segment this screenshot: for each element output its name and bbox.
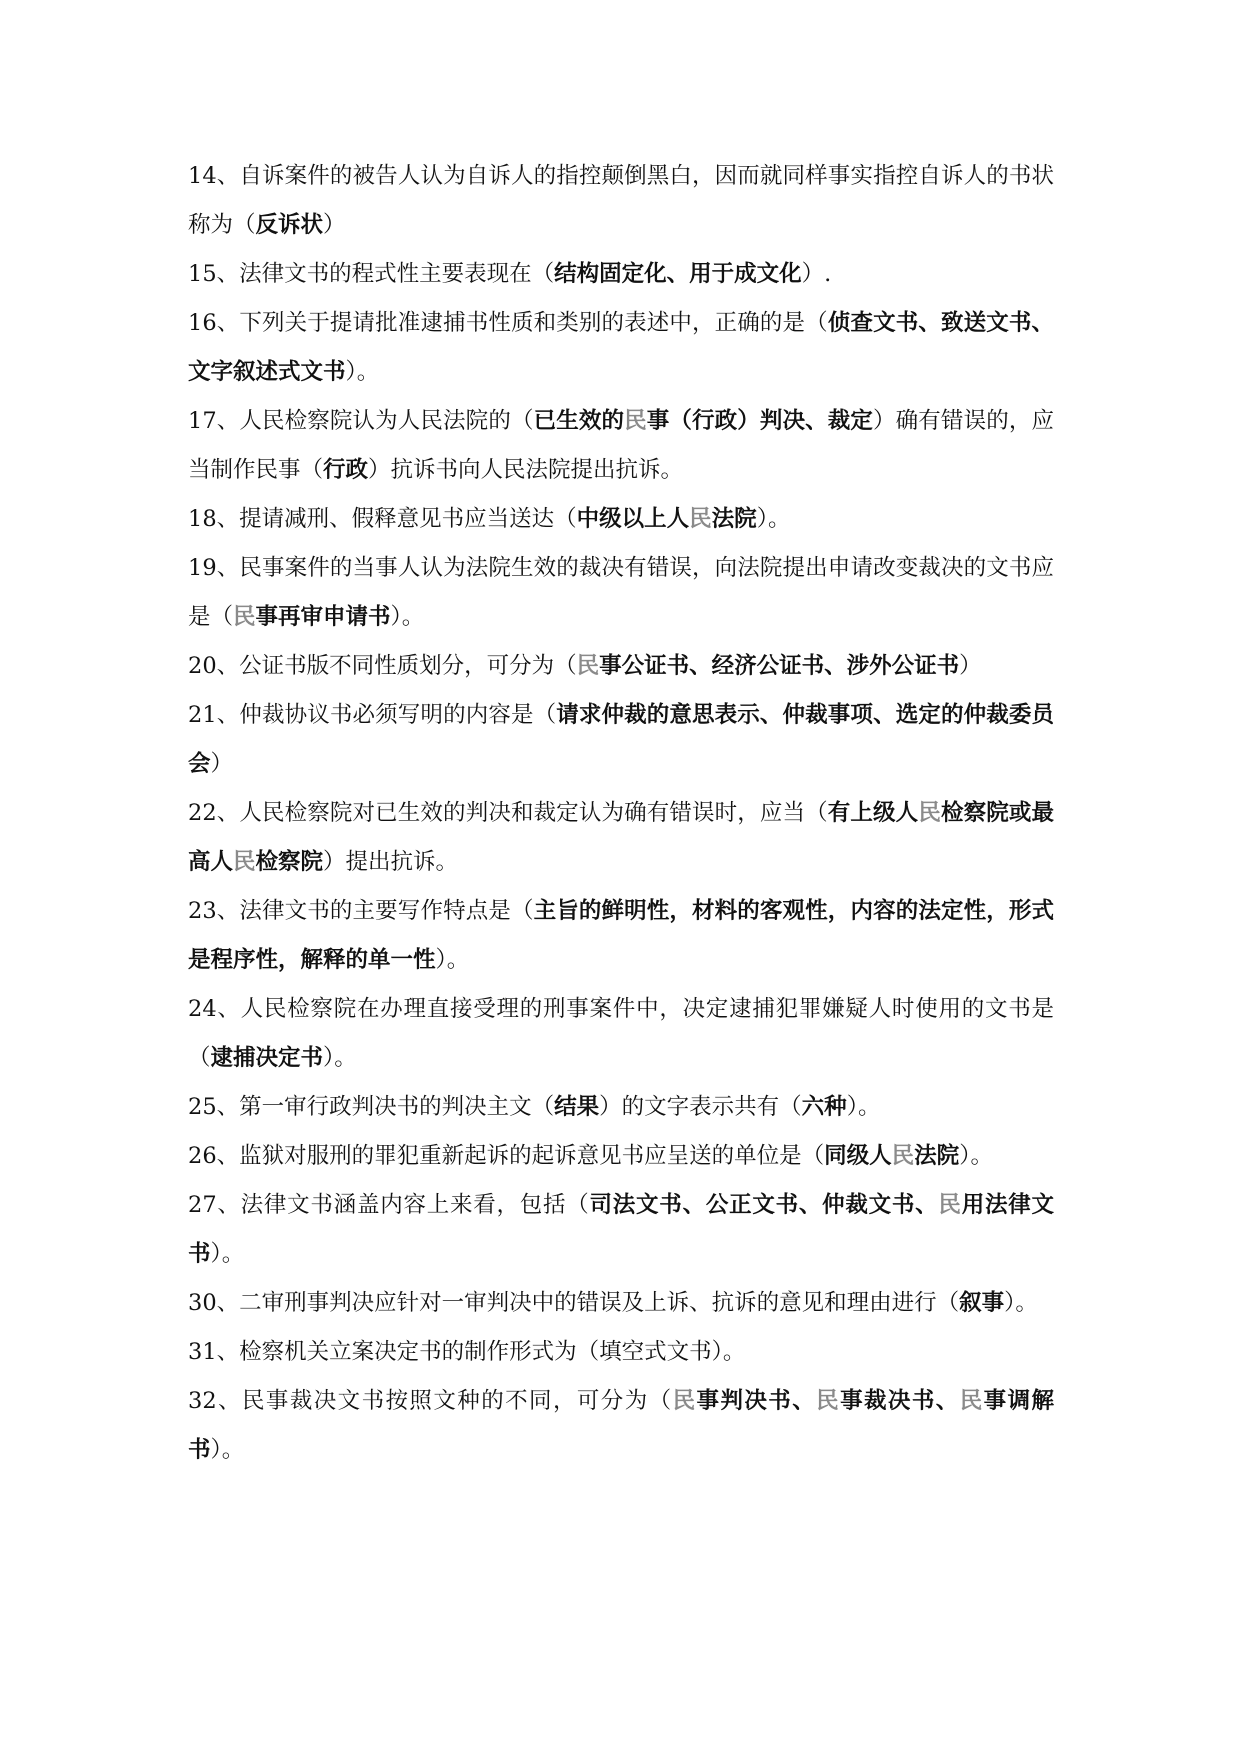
- question-text: ）。: [756, 506, 791, 532]
- question-text: 24、人民检察院在办理直接受理的刑事案件中，决定逮捕犯罪嫌疑人时使用的文书是（: [188, 996, 1054, 1071]
- question-text: 25、第一审行政判决书的判决主文（: [188, 1094, 555, 1120]
- question-text: 18、提请减刑、假释意见书应当送达（: [188, 506, 577, 532]
- question-item-26: [188, 1132, 1054, 1181]
- answer-text: 法院: [711, 506, 757, 532]
- question-text: 27、法律文书涵盖内容上来看，包括（: [188, 1192, 590, 1218]
- answer-text: 民: [891, 1143, 915, 1169]
- answer-text: 行政: [323, 457, 369, 483]
- question-text: ）。: [210, 1437, 245, 1463]
- answer-text: 事裁决书、: [840, 1388, 960, 1414]
- answer-text: 侦查文书、致送文书、文字叙述式文书: [188, 310, 1054, 385]
- question-item-18: [188, 495, 1054, 544]
- question-text: 30、二审刑事判决应针对一审判决中的错误及上诉、抗诉的意见和理由进行（: [188, 1290, 960, 1316]
- answer-text: 叙事: [959, 1290, 1005, 1316]
- question-text: 26、监狱对服刑的罪犯重新起诉的起诉意见书应呈送的单位是（: [188, 1143, 825, 1169]
- answer-text: 民: [576, 653, 600, 679]
- question-text: 31、检察机关立案决定书的制作形式为（填空式文书）。: [188, 1339, 746, 1365]
- answer-text: 事再审申请书: [255, 604, 391, 630]
- answer-text: 事（行政）判决、裁定: [646, 408, 874, 434]
- answer-text: 结果: [554, 1094, 600, 1120]
- document-body: [188, 152, 1054, 1475]
- question-text: 19、民事案件的当事人认为法院生效的裁决有错误，向法院提出申请改变裁决的文书应是（: [188, 555, 1054, 630]
- question-text: 16、下列关于提请批准逮捕书性质和类别的表述中，正确的是（: [188, 310, 828, 336]
- answer-text: 反诉状: [255, 212, 324, 238]
- question-item-17: [188, 397, 1054, 495]
- question-item-24: [188, 985, 1054, 1083]
- answer-text: 民: [233, 849, 256, 875]
- question-item-15: [188, 250, 1054, 299]
- answer-text: 检察院: [255, 849, 324, 875]
- answer-text: 已生效的: [533, 408, 625, 434]
- answer-text: 法院: [914, 1143, 960, 1169]
- question-text: ）。: [345, 359, 380, 385]
- question-item-27: [188, 1181, 1054, 1279]
- question-item-23: [188, 887, 1054, 985]
- answer-text: 事判决书、: [696, 1388, 817, 1414]
- question-text: 20、公证书版不同性质划分，可分为（: [188, 653, 577, 679]
- question-item-19: [188, 544, 1054, 642]
- answer-text: 民: [672, 1388, 697, 1414]
- answer-text: 民: [689, 506, 712, 532]
- question-text: ）: [323, 212, 346, 238]
- answer-text: 主旨的鲜明性，材料的客观性，内容的法定性，形式是程序性，解释的单一性: [188, 898, 1054, 973]
- question-text: 22、人民检察院对已生效的判决和裁定认为确有错误时，应当（: [188, 800, 828, 826]
- question-item-20: [188, 642, 1054, 691]
- answer-text: 有上级人: [827, 800, 919, 826]
- question-text: 14、自诉案件的被告人认为自诉人的指控颠倒黑白，因而就同样事实指控自诉人的书状称为（: [188, 163, 1054, 238]
- question-text: ）: [210, 751, 234, 777]
- answer-text: 民: [233, 604, 256, 630]
- answer-text: 民: [624, 408, 647, 434]
- answer-text: 司法文书、公正文书、仲裁文书、: [589, 1192, 939, 1218]
- question-item-14: [188, 152, 1054, 250]
- question-item-31: [188, 1328, 1054, 1377]
- question-item-32: [188, 1377, 1054, 1475]
- answer-text: 用法律文书: [188, 1192, 1054, 1267]
- question-text: ）抗诉书向人民法院提出抗诉。: [368, 457, 684, 483]
- answer-text: 中级以上人: [576, 506, 690, 532]
- answer-text: 事公证书、经济公证书、涉外公证书: [599, 653, 960, 679]
- question-text: ）确有错误的，应当制作民事（: [188, 408, 1054, 483]
- answer-text: 检察院或最高人: [188, 800, 1054, 875]
- question-text: ）.: [801, 261, 832, 287]
- answer-text: 事调解书: [188, 1388, 1054, 1463]
- answer-text: 逮捕决定书: [210, 1045, 324, 1071]
- question-text: ）。: [1004, 1290, 1038, 1316]
- question-item-22: [188, 789, 1054, 887]
- question-text: ）: [959, 653, 982, 679]
- question-text: ）。: [210, 1241, 245, 1267]
- question-text: 17、人民检察院认为人民法院的（: [188, 408, 534, 434]
- question-item-25: [188, 1083, 1054, 1132]
- answer-text: 民: [938, 1192, 962, 1218]
- answer-text: 同级人: [824, 1143, 892, 1169]
- question-text: 21、仲裁协议书必须写明的内容是（: [188, 702, 557, 728]
- question-text: ）。: [323, 1045, 357, 1071]
- question-text: ）。: [435, 947, 470, 973]
- question-text: 23、法律文书的主要写作特点是（: [188, 898, 534, 924]
- question-text: ）的文字表示共有（: [599, 1094, 802, 1120]
- question-text: ）。: [959, 1143, 993, 1169]
- answer-text: 民: [816, 1388, 841, 1414]
- question-text: 32、民事裁决文书按照文种的不同，可分为（: [188, 1388, 673, 1414]
- question-item-21: [188, 691, 1054, 789]
- question-item-16: [188, 299, 1054, 397]
- question-text: 15、法律文书的程式性主要表现在（: [188, 261, 555, 287]
- answer-text: 民: [959, 1388, 984, 1414]
- answer-text: 民: [918, 800, 941, 826]
- answer-text: 六种: [801, 1094, 847, 1120]
- answer-text: 请求仲裁的意思表示、仲裁事项、选定的仲裁委员会: [188, 702, 1054, 777]
- question-text: ）。: [390, 604, 425, 630]
- question-text: ）。: [846, 1094, 881, 1120]
- answer-text: 结构固定化、用于成文化: [554, 261, 802, 287]
- question-text: ）提出抗诉。: [323, 849, 459, 875]
- question-item-30: [188, 1279, 1054, 1328]
